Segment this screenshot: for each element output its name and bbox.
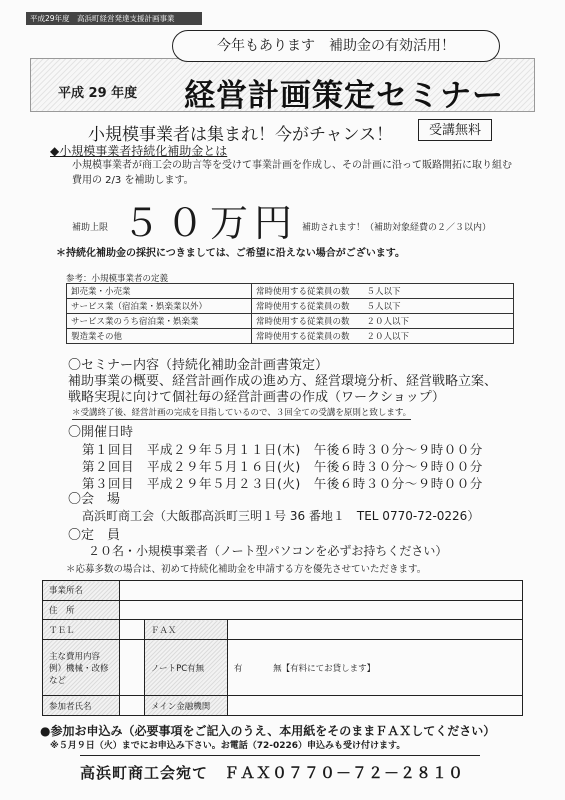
email-label: メイン金融機関 <box>144 696 227 716</box>
capacity-text: ２０名・小規模事業者（ノート型パソコンを必ずお持ちください） <box>88 544 448 558</box>
seminar-section <box>68 358 497 406</box>
limit-label: 補助上限 <box>72 223 109 233</box>
page-title: 経営計画策定セミナー <box>184 78 504 114</box>
notebook-pc-options[interactable] <box>227 640 522 696</box>
venue-text: 高浜町商工会（大飯郡高浜町三明１号 36 番地１ TEL 0770-72-0226） <box>82 509 480 523</box>
session-3: 第３回目 平成２９年５月２３日(火) 午後６時３０分～９時００分 <box>82 476 483 491</box>
limit-amount: ５０万円 <box>122 201 299 245</box>
fax-number-line: 高浜町商工会宛て ＦＡＸ０７７０－７２－２８１０ <box>80 755 480 783</box>
tel-field[interactable] <box>120 620 145 640</box>
criteria-cell: 常時使用する従業員の数 ２０人以下 <box>252 329 514 344</box>
criteria-cell: 常時使用する従業員の数 ５人以下 <box>252 299 514 314</box>
table-row <box>67 314 514 329</box>
table-row <box>67 329 514 344</box>
participant-label: 参加者氏名 <box>43 696 120 716</box>
free-badge: 受講無料 <box>418 119 492 141</box>
criteria-cell: 常時使用する従業員の数 ２０人以下 <box>252 314 514 329</box>
header-tag: 平成29年度 高浜町経営発達支援計画事業 <box>26 12 202 25</box>
seminar-note: ＊受講終了後、経営計画の完成を目指しているので、３回全ての受講を原則と致します。 <box>72 408 412 418</box>
seminar-heading: 〇セミナー内容（持続化補助金計画書策定） <box>68 358 329 373</box>
business-name-field[interactable] <box>120 581 523 601</box>
notebook-pc-label: ノートPC有無 <box>144 640 227 696</box>
apply-heading: ●参加お申込み（必要事項をご記入のうえ、本用紙をそのままＦＡＸしてください） <box>40 724 496 738</box>
year-label: 平成 29 年度 <box>58 86 138 101</box>
warning-note: ＊持続化補助金の採択につきましては、ご希望に沿えない場合がございます。 <box>56 248 405 259</box>
definition-table <box>66 283 514 344</box>
banner-bubble: 今年もあります 補助金の有効活用！ <box>172 30 500 62</box>
subsidy-heading: ◆小規模事業者持続化補助金とは <box>50 144 228 158</box>
expenses-field[interactable] <box>120 640 145 696</box>
expenses-label-line-1: 主な費用内容 <box>49 651 101 662</box>
option-no[interactable]: 無【有料にてお貸します】 <box>273 663 376 674</box>
industry-cell: サービス業（宿泊業・娯楽業以外） <box>67 299 252 314</box>
session-2: 第２回目 平成２９年５月１６日(火) 午後６時３０分～９時００分 <box>82 459 483 474</box>
table-row <box>67 284 514 299</box>
tel-label: ＴＥＬ <box>43 620 120 640</box>
definition-label: 参考：小規模事業者の定義 <box>66 274 169 284</box>
option-yes[interactable]: 有 <box>233 663 243 674</box>
session-1: 第１回目 平成２９年５月１１日(木) 午後６時３０分～９時００分 <box>82 442 483 457</box>
business-name-label: 事業所名 <box>43 581 120 601</box>
capacity-heading: 〇定 員 <box>68 528 121 543</box>
fax-label: ＦＡＸ <box>144 620 227 640</box>
apply-deadline: ※５月９日（火）までにお申込み下さい。お電話（72-0226）申込みも受け付けます。 <box>50 741 406 751</box>
seminar-line-2: 戦略実現に向けて個社毎の経営計画書の作成（ワークショップ） <box>68 390 445 405</box>
email-field[interactable] <box>227 696 522 716</box>
industry-cell: サービス業のうち宿泊業・娯楽業 <box>67 314 252 329</box>
fax-field[interactable] <box>227 620 522 640</box>
address-label: 住 所 <box>43 600 120 620</box>
industry-cell: 製造業その他 <box>67 329 252 344</box>
venue-heading: 〇会 場 <box>68 492 121 507</box>
headline: 小規模事業者は集まれ！今がチャンス！ <box>88 125 393 145</box>
address-field[interactable] <box>120 600 523 620</box>
priority-note: ＊応募多数の場合は、初めて持続化補助金を申請する方を優先させていただきます。 <box>66 564 427 575</box>
industry-cell: 卸売業・小売業 <box>67 284 252 299</box>
table-row <box>67 299 514 314</box>
application-form <box>42 580 523 716</box>
limit-note: 補助されます！（補助対象経費の２／３以内） <box>302 223 492 233</box>
participant-field[interactable] <box>120 696 145 716</box>
seminar-line-1: 補助事業の概要、経営計画作成の進め方、経営環境分析、経営戦略立案、 <box>68 374 498 389</box>
criteria-cell: 常時使用する従業員の数 ５人以下 <box>252 284 514 299</box>
subsidy-description: 小規模事業者が商工会の助言等を受けて事業計画を作成し、その計画に沿って販路開拓に取り組む費用の 2/3 を補助します。 <box>72 160 512 186</box>
expenses-label <box>43 640 120 696</box>
expenses-label-line-2: 例）機械・改修など <box>49 663 109 686</box>
schedule-heading: 〇開催日時 <box>68 425 134 440</box>
